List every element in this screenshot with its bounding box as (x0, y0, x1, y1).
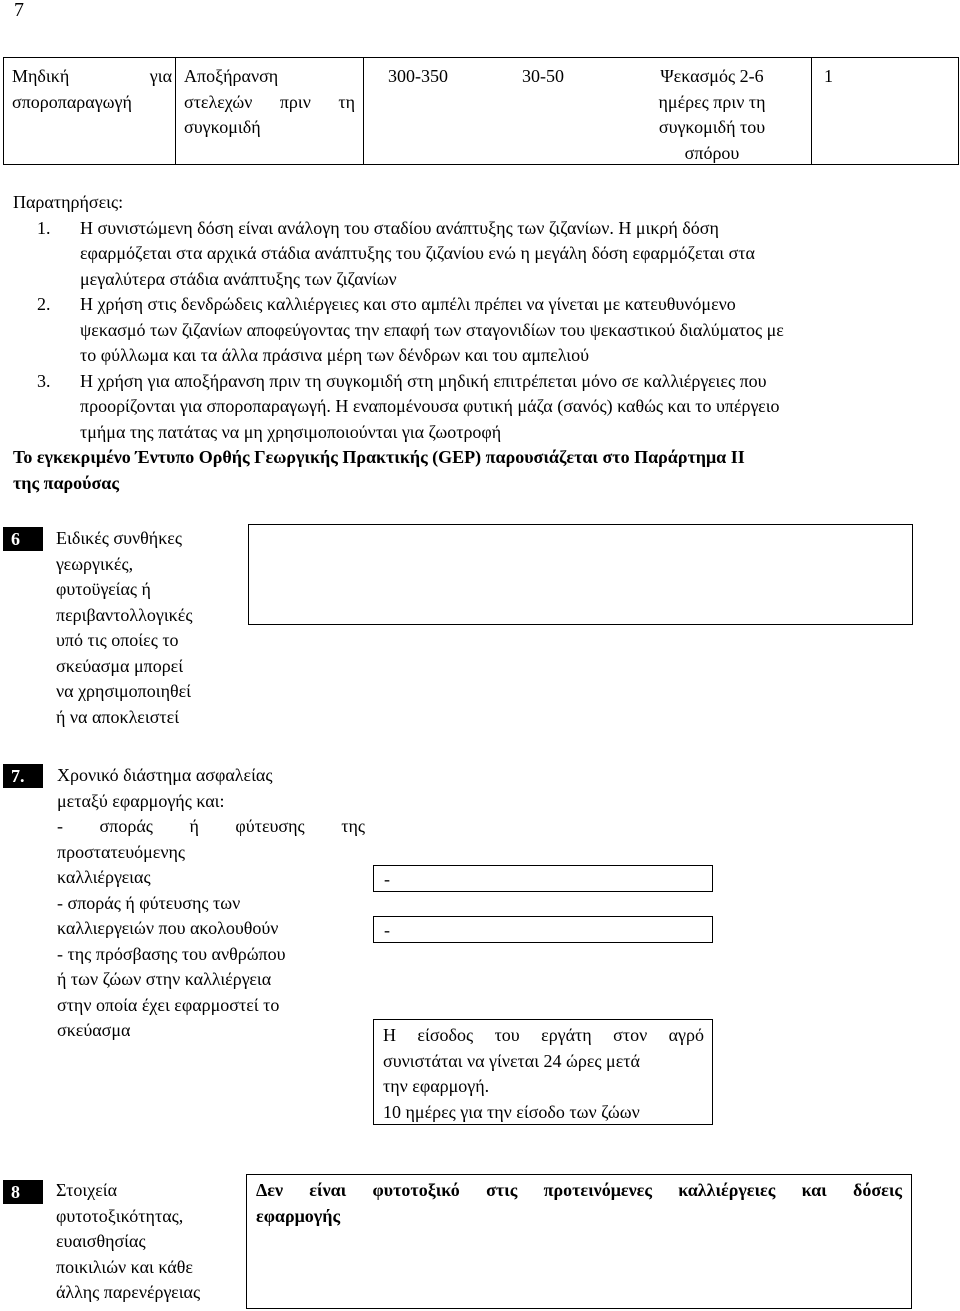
use-line: στελεχών πριν τη (184, 91, 355, 112)
label-line: υπό τις οποίες το (56, 630, 179, 650)
timing-line: σπόρου (684, 142, 740, 163)
max-applications: 1 (824, 66, 833, 86)
access-line: Η είσοδος του εργάτη στον αγρό (383, 1025, 704, 1045)
remark-line: το φύλλωμα και τα άλλα πράσινα μέρη των δένδρων και του αμπελιού (80, 345, 589, 365)
timing-line: ημέρες πριν τη (658, 91, 766, 112)
crop-line: Μηδική για (12, 66, 172, 86)
dose-cell (364, 58, 812, 164)
phytotoxicity-line: Δεν είναι φυτοτοξικό στις προτεινόμενες καλλιέργειες και δόσεις (256, 1180, 902, 1200)
access-line: 10 ημέρες για την είσοδο των ζώων (383, 1101, 640, 1122)
use-line: Αποξήρανση (184, 66, 279, 86)
access-line: συνιστάται να γίνεται 24 ώρες μετά (383, 1050, 640, 1071)
label-line: ή να αποκλειστεί (56, 706, 180, 727)
remark-number: 2. (37, 294, 51, 314)
phytotoxicity-line: εφαρμογής (256, 1205, 341, 1226)
label-line: σκεύασμα (57, 1020, 131, 1040)
section-7-number: 7. (3, 764, 43, 788)
gep-statement (13, 445, 945, 496)
label-line: περιβαντολλογικές (56, 604, 193, 625)
gep-line: της παρούσας (13, 472, 119, 493)
section-6-value-box (248, 524, 913, 625)
label-line: προστατευόμενης (57, 841, 186, 862)
remark-item (13, 216, 945, 293)
timing-line: Ψεκασμός 2-6 (660, 66, 764, 86)
crop-cell (4, 58, 176, 164)
section-8-value-box (246, 1174, 912, 1309)
page-number: 7 (14, 0, 24, 21)
remark-line: τμήμα της πατάτας να μη χρησιμοποιούνται για ζωοτροφή (80, 421, 502, 442)
label-line: γεωργικές, (56, 553, 134, 574)
label-line: καλλιεργειών που ακολουθούν (57, 918, 279, 938)
remark-line: εφαρμόζεται στα αρχικά στάδια ανάπτυξης του ζιζανίου ενώ η μεγάλη δόση εφαρμόζεται στα (80, 243, 755, 263)
remarks-heading: Παρατηρήσεις: (13, 192, 124, 212)
remark-item (13, 369, 945, 446)
dose-value: 300-350 (388, 66, 448, 86)
label-line: - σποράς ή φύτευσης της (57, 816, 365, 836)
timing-line: συγκομιδή του (658, 117, 766, 137)
remark-line: ψεκασμό των ζιζανίων αποφεύγοντας την επαφή των σταγονιδίων του ψεκαστικού διαλύματος με (80, 319, 784, 340)
label-line: φυτοϋγείας ή (56, 579, 151, 599)
label-line: Χρονικό διάστημα ασφαλείας (57, 765, 273, 785)
label-line: σκεύασμα μπορεί (56, 655, 184, 676)
label-line: καλλιέργειας (57, 867, 151, 887)
remark-line: Η χρήση στις δενδρώδεις καλλιέργειες και στο αμπέλι πρέπει να γίνεται με κατευθυνόμενο (80, 294, 736, 314)
use-line: συγκομιδή (184, 117, 261, 137)
remarks-list (13, 216, 945, 446)
crop-line: σποροπαραγωγή (12, 91, 132, 112)
section-6-number: 6 (3, 527, 43, 551)
label-line: - της πρόσβασης του ανθρώπου (57, 943, 286, 964)
remark-line: μεγαλύτερα στάδια ανάπτυξης των ζιζανίων (80, 268, 397, 289)
max-applications-cell (812, 58, 960, 164)
dosage-table-row (3, 57, 959, 165)
application-timing (614, 64, 810, 166)
water-volume: 30-50 (522, 66, 564, 86)
section-7-value-access-box (373, 1019, 713, 1125)
remark-number: 3. (37, 370, 51, 391)
remark-number: 1. (37, 217, 51, 238)
remark-line: προορίζονται για σποροπαραγωγή. Η εναπομένουσα φυτική μάζα (σανός) καθώς και το υπέργειο (80, 396, 780, 416)
label-line: να χρησιμοποιηθεί (56, 681, 192, 701)
section-7-label (57, 763, 365, 1044)
label-line: Στοιχεία (56, 1180, 118, 1200)
section-7-value-following-box (373, 916, 713, 943)
remark-line: Η συνιστώμενη δόση είναι ανάλογη του σταδίου ανάπτυξης των ζιζανίων. Η μικρή δόση (80, 217, 719, 238)
section-7-value-crop-box (373, 865, 713, 892)
remarks (13, 190, 945, 496)
section-8-label (56, 1178, 241, 1306)
use-cell (176, 58, 364, 164)
label-line: άλλης παρενέργειας (56, 1282, 201, 1302)
remark-line: Η χρήση για αποξήρανση πριν τη συγκομιδή στη μηδική επιτρέπεται μόνο σε καλλιέργειες που (80, 370, 767, 391)
section-7-value-following: - (384, 920, 390, 940)
label-line: ή των ζώων στην καλλιέργεια (57, 969, 272, 989)
section-6-label (56, 526, 241, 730)
label-line: ποικιλιών και κάθε (56, 1256, 193, 1277)
label-line: - σποράς ή φύτευσης των (57, 892, 241, 913)
gep-line: Το εγκεκριμένο Έντυπο Ορθής Γεωργικής Πρακτικής (GEP) παρουσιάζεται στο Παράρτημα ΙΙ (13, 447, 745, 467)
label-line: μεταξύ εφαρμογής και: (57, 790, 225, 811)
label-line: στην οποία έχει εφαρμοστεί το (57, 994, 280, 1015)
section-8-number: 8 (3, 1180, 43, 1204)
section-7-value-crop: - (384, 869, 390, 889)
access-line: την εφαρμογή. (383, 1076, 490, 1096)
remark-item (13, 292, 945, 369)
label-line: φυτοτοξικότητας, (56, 1205, 184, 1226)
label-line: Ειδικές συνθήκες (56, 528, 182, 548)
label-line: ευαισθησίας (56, 1231, 146, 1251)
